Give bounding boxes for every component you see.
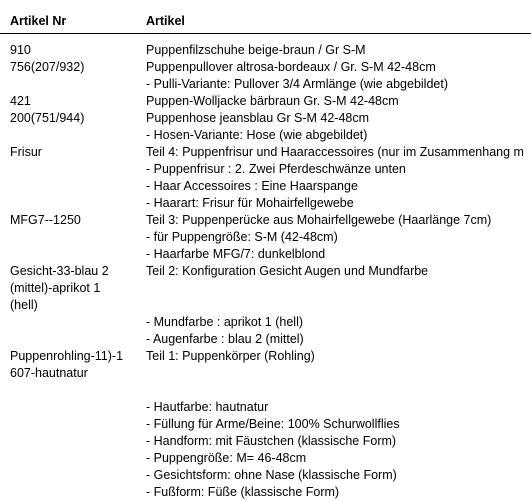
article-description-line: - Puppenfrisur : 2. Zwei Pferdeschwänze unten — [146, 162, 406, 176]
article-description-line: Teil 4: Puppenfrisur und Haaraccessoires (nur im Zusammenhang m — [146, 145, 524, 159]
column-header-artikel: Artikel — [146, 14, 185, 28]
article-description-line: - Fußform: Füße (klassische Form) — [146, 485, 340, 499]
article-description-line: - Haarart: Frisur für Mohairfellgewebe — [146, 196, 354, 210]
header-divider — [0, 33, 531, 34]
article-number-line: 607-hautnatur — [10, 366, 88, 380]
article-description-line: - Pulli-Variante: Pullover 3/4 Armlänge (wie abgebildet) — [146, 77, 449, 91]
article-description-line: Teil 2: Konfiguration Gesicht Augen und Mundfarbe — [146, 264, 429, 278]
article-description-line: - Augenfarbe : blau 2 (mittel) — [146, 332, 304, 346]
article-description-line: Puppen-Wolljacke bärbraun Gr. S-M 42-48cm — [146, 94, 399, 108]
article-number-line: Gesicht-33-blau 2 — [10, 264, 109, 278]
article-description-line: - Handform: mit Fäustchen (klassische Form) — [146, 434, 397, 448]
article-description-line: - Haar Accessoires : Eine Haarspange — [146, 179, 358, 193]
article-description-line: Teil 3: Puppenperücke aus Mohairfellgewebe (Haarlänge 7cm) — [146, 213, 492, 227]
article-number: 421 — [10, 94, 31, 108]
article-number-line: (hell) — [10, 298, 38, 312]
article-description-line: - Haarfarbe MFG/7: dunkelblond — [146, 247, 326, 261]
article-number: 200(751/944) — [10, 111, 85, 125]
article-number: 756(207/932) — [10, 60, 85, 74]
article-description-line: Puppenhose jeansblau Gr S-M 42-48cm — [146, 111, 370, 125]
article-description-line: Puppenpullover altrosa-bordeaux / Gr. S-M 42-48cm — [146, 60, 436, 74]
article-description-line: - Gesichtsform: ohne Nase (klassische Form) — [146, 468, 397, 482]
article-number-line: (mittel)-aprikot 1 — [10, 281, 101, 295]
article-number-line: Puppenrohling-11)-1 — [10, 349, 124, 363]
article-description-line: Teil 1: Puppenkörper (Rohling) — [146, 349, 315, 363]
article-description-line: - Mundfarbe : aprikot 1 (hell) — [146, 315, 304, 329]
article-description-line: - Hosen-Variante: Hose (wie abgebildet) — [146, 128, 368, 142]
article-description-line: Puppenfilzschuhe beige-braun / Gr S-M — [146, 43, 366, 57]
article-description-line: - für Puppengröße: S-M (42-48cm) — [146, 230, 338, 244]
article-description-line: - Füllung für Arme/Beine: 100% Schurwollflies — [146, 417, 400, 431]
article-description-line: - Puppengröße: M= 46-48cm — [146, 451, 307, 465]
article-number: Frisur — [10, 145, 42, 159]
column-header-artikel-nr: Artikel Nr — [10, 14, 67, 28]
article-description-line: - Hautfarbe: hautnatur — [146, 400, 269, 414]
article-number: 910 — [10, 43, 31, 57]
article-number: MFG7--1250 — [10, 213, 81, 227]
